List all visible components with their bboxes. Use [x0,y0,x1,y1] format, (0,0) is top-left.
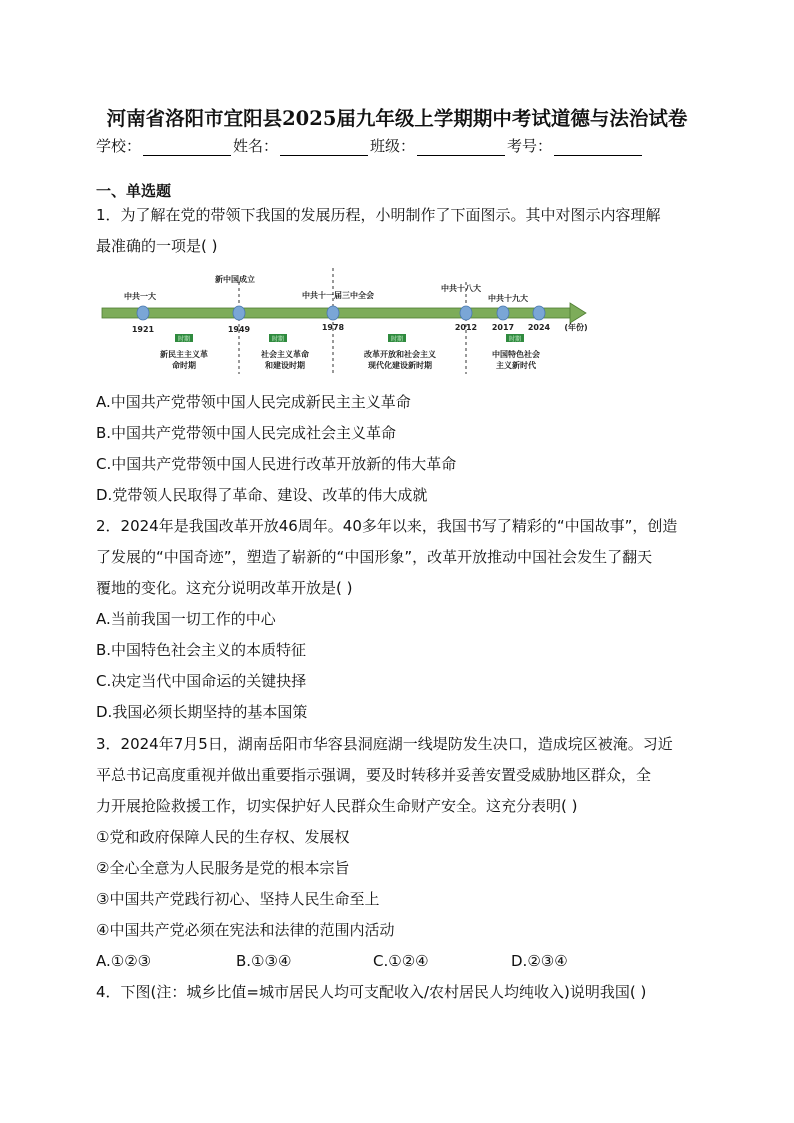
period-label: 主义新时代 [496,361,536,370]
q4-stem-line: 4．下图(注：城乡比值=城市居民人均可支配收入/农村居民人均纯收入)说明我国( ) [96,983,647,1001]
q3-option-b[interactable]: B.①③④ [236,952,292,970]
timeline-node [497,306,509,320]
period-label: 命时期 [172,361,196,370]
timeline-year: 1921 [131,325,155,334]
name-blank[interactable] [280,138,368,156]
exam-number-label: 考号： [507,137,553,155]
q2-stem-line: 覆地的变化。这充分说明改革开放是( ) [96,579,353,597]
timeline-year: 2012 [454,323,478,332]
student-info-row [96,135,716,156]
timeline-year: 1949 [227,325,251,334]
q3-option-d[interactable]: D.②③④ [511,952,568,970]
q2-option-d[interactable]: D.我国必须长期坚持的基本国策 [96,703,308,721]
q2-stem-line: 了发展的“中国奇迹”，塑造了崭新的“中国形象”，改革开放推动中国社会发生了翻天 [96,548,653,566]
period-tag-label: 时期 [390,336,404,343]
timeline-arrowhead [570,303,586,323]
period-tag-label: 时期 [177,336,191,343]
period-label: 新民主主义革 [160,350,208,359]
history-timeline-diagram [96,268,596,380]
school-label: 学校： [96,137,142,155]
school-blank[interactable] [143,138,231,156]
q3-statement: ③中国共产党践行初心、坚持人民生命至上 [96,890,380,908]
period-tag-label: 时期 [508,336,522,343]
timeline-event-label: 中共十一届三中全会 [302,291,374,300]
class-label: 班级： [370,137,416,155]
q3-stem-line: 力开展抢险救援工作，切实保护好人民群众生命财产安全。这充分表明( ) [96,797,578,815]
timeline-event-label: 新中国成立 [215,275,255,284]
timeline-node [533,306,545,320]
q1-option-d[interactable]: D.党带领人民取得了革命、建设、改革的伟大成就 [96,486,428,504]
period-label: 和建设时期 [265,361,305,370]
q3-statement: ①党和政府保障人民的生存权、发展权 [96,828,350,846]
q2-option-c[interactable]: C.决定当代中国命运的关键抉择 [96,672,307,690]
timeline-year: 2017 [491,323,515,332]
q3-statement: ②全心全意为人民服务是党的根本宗旨 [96,859,350,877]
period-label: 社会主义革命 [261,350,309,359]
q3-option-c[interactable]: C.①②④ [373,952,429,970]
timeline-event-label: 中共一大 [124,292,156,301]
q2-stem-line: 2．2024年是我国改革开放46周年。40多年以来，我国书写了精彩的“中国故事”，创造 [96,517,678,535]
timeline-event-label: 中共十八大 [441,284,481,293]
q2-option-b[interactable]: B.中国特色社会主义的本质特征 [96,641,307,659]
period-label: 中国特色社会 [492,350,540,359]
q2-option-a[interactable]: A.当前我国一切工作的中心 [96,610,276,628]
section-heading: 一、单选题 [96,182,172,200]
q1-stem-line: 1．为了解在党的带领下我国的发展历程，小明制作了下面图示。其中对图示内容理解 [96,206,661,224]
timeline-unit: (年份) [564,323,588,332]
timeline-node [327,306,339,320]
timeline-node [233,306,245,320]
q1-option-b[interactable]: B.中国共产党带领中国人民完成社会主义革命 [96,424,397,442]
timeline-year: 2024 [527,323,551,332]
q3-stem-line: 平总书记高度重视并做出重要指示强调，要及时转移并妥善安置受威胁地区群众，全 [96,766,652,784]
period-tag-label: 时期 [271,336,285,343]
timeline-year: 1978 [321,323,345,332]
timeline-node [460,306,472,320]
page-title: 河南省洛阳市宜阳县2025届九年级上学期期中考试道德与法治试卷 [106,107,688,130]
timeline-event-label: 中共十九大 [488,294,528,303]
exam-number-blank[interactable] [554,138,642,156]
q1-option-c[interactable]: C.中国共产党带领中国人民进行改革开放新的伟大革命 [96,455,457,473]
timeline-node [137,306,149,320]
q3-stem-line: 3．2024年7月5日，湖南岳阳市华容县洞庭湖一线堤防发生决口，造成垸区被淹。习近 [96,735,673,753]
name-label: 姓名： [233,137,279,155]
q1-stem-line: 最准确的一项是( ) [96,237,218,255]
q1-option-a[interactable]: A.中国共产党带领中国人民完成新民主主义革命 [96,393,411,411]
q3-option-a[interactable]: A.①②③ [96,952,152,970]
class-blank[interactable] [417,138,505,156]
period-label: 现代化建设新时期 [368,361,432,370]
period-label: 改革开放和社会主义 [364,350,436,359]
q3-statement: ④中国共产党必须在宪法和法律的范围内活动 [96,921,395,939]
